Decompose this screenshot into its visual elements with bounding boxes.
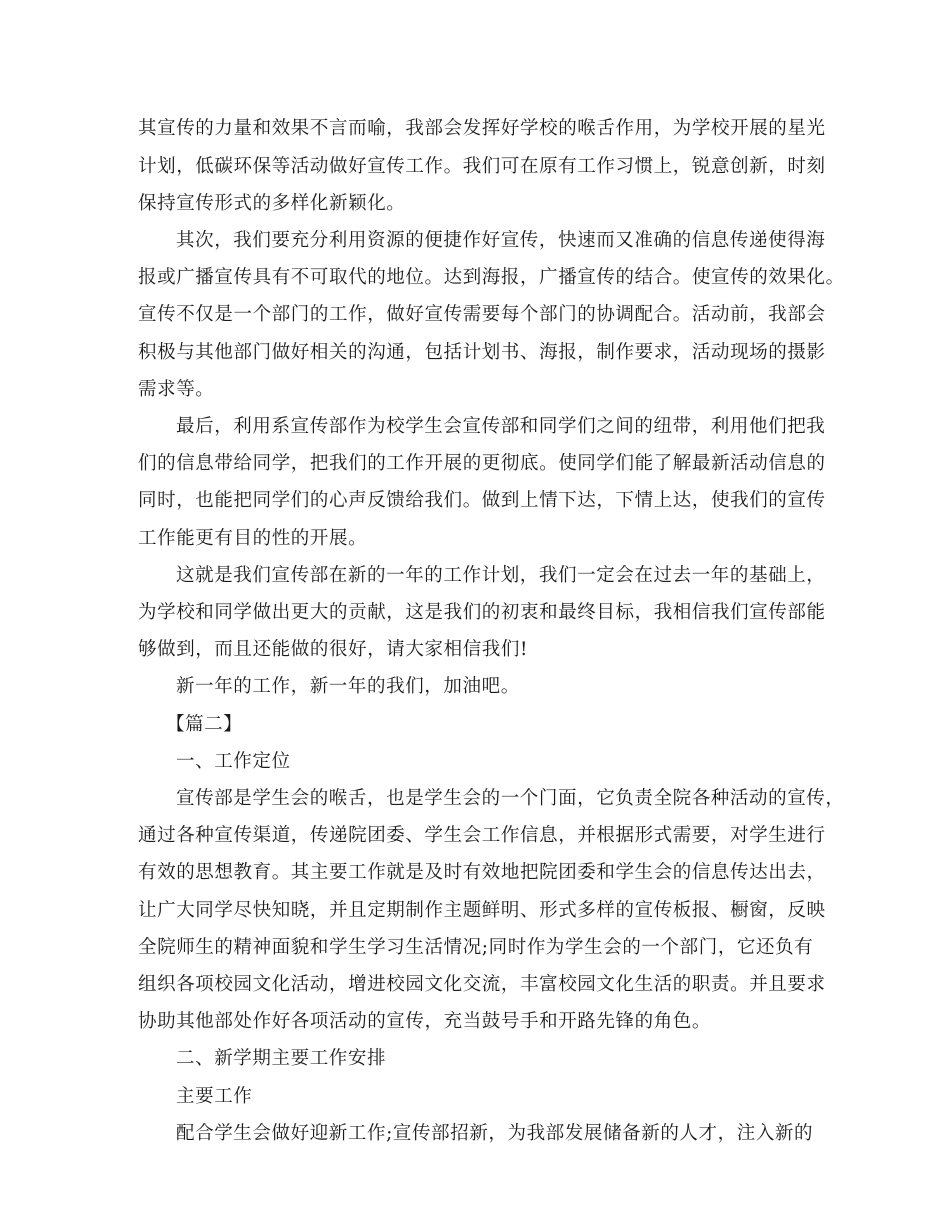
- text-line: 需求等。: [138, 379, 215, 400]
- text-line: 全院师生的精神面貌和学生学习生活情况;同时作为学生会的一个部门，它还负有: [138, 937, 814, 958]
- text-line: 其宣传的力量和效果不言而喻，我部会发挥好学校的喉舌作用，为学校开展的星光: [138, 118, 826, 139]
- text-line: 组织各项校园文化活动，增进校园文化交流，丰富校园文化生活的职责。并且要求: [138, 974, 826, 995]
- subsection-heading: 二、新学期主要工作安排: [176, 1048, 387, 1069]
- paragraph-first-line: 这就是我们宣传部在新的一年的工作计划，我们一定会在过去一年的基础上，: [176, 565, 826, 586]
- paragraph-first-line: 宣传部是学生会的喉舌，也是学生会的一个门面，它负责全院各种活动的宣传，: [176, 788, 845, 809]
- paragraph-first-line: 配合学生会做好迎新工作;宣传部招新，为我部发展储备新的人才，注入新的: [176, 1123, 814, 1144]
- paragraph-first-line: 最后，利用系宣传部作为校学生会宣传部和同学们之间的纽带，利用他们把我: [176, 416, 826, 437]
- text-line: 同时，也能把同学们的心声反馈给我们。做到上情下达，下情上达，使我们的宣传: [138, 490, 826, 511]
- section-heading: 【篇二】: [166, 714, 243, 735]
- text-line: 们的信息带给同学，把我们的工作开展的更彻底。使同学们能了解最新活动信息的: [138, 453, 826, 474]
- subsection-heading: 主要工作: [176, 1086, 253, 1107]
- text-line: 够做到，而且还能做的很好，请大家相信我们!: [138, 639, 529, 660]
- text-line: 通过各种宣传渠道，传递院团委、学生会工作信息，并根据形式需要，对学生进行: [138, 825, 826, 846]
- subsection-heading: 一、工作定位: [176, 751, 291, 772]
- text-line: 让广大同学尽快知晓，并且定期制作主题鲜明、形式多样的宣传板报、橱窗，反映: [138, 900, 826, 921]
- paragraph-first-line: 新一年的工作，新一年的我们，加油吧。: [176, 676, 520, 697]
- text-line: 积极与其他部门做好相关的沟通，包括计划书、海报，制作要求，活动现场的摄影: [138, 342, 826, 363]
- paragraph-first-line: 其次，我们要充分利用资源的便捷作好宣传，快速而又准确的信息传递使得海: [176, 230, 826, 251]
- text-line: 计划，低碳环保等活动做好宣传工作。我们可在原有工作习惯上，锐意创新，时刻: [138, 156, 826, 177]
- text-line: 为学校和同学做出更大的贡献，这是我们的初衷和最终目标，我相信我们宣传部能: [138, 602, 826, 623]
- text-line: 有效的思想教育。其主要工作就是及时有效地把院团委和学生会的信息传达出去，: [138, 862, 826, 883]
- text-line: 协助其他部处作好各项活动的宣传，充当鼓号手和开路先锋的角色。: [138, 1011, 712, 1032]
- text-line: 宣传不仅是一个部门的工作，做好宣传需要每个部门的协调配合。活动前，我部会: [138, 304, 826, 325]
- text-line: 保持宣传形式的多样化新颖化。: [138, 193, 406, 214]
- text-line: 工作能更有目的性的开展。: [138, 528, 368, 549]
- text-line: 报或广播宣传具有不可取代的地位。达到海报，广播宣传的结合。使宣传的效果化。: [138, 267, 845, 288]
